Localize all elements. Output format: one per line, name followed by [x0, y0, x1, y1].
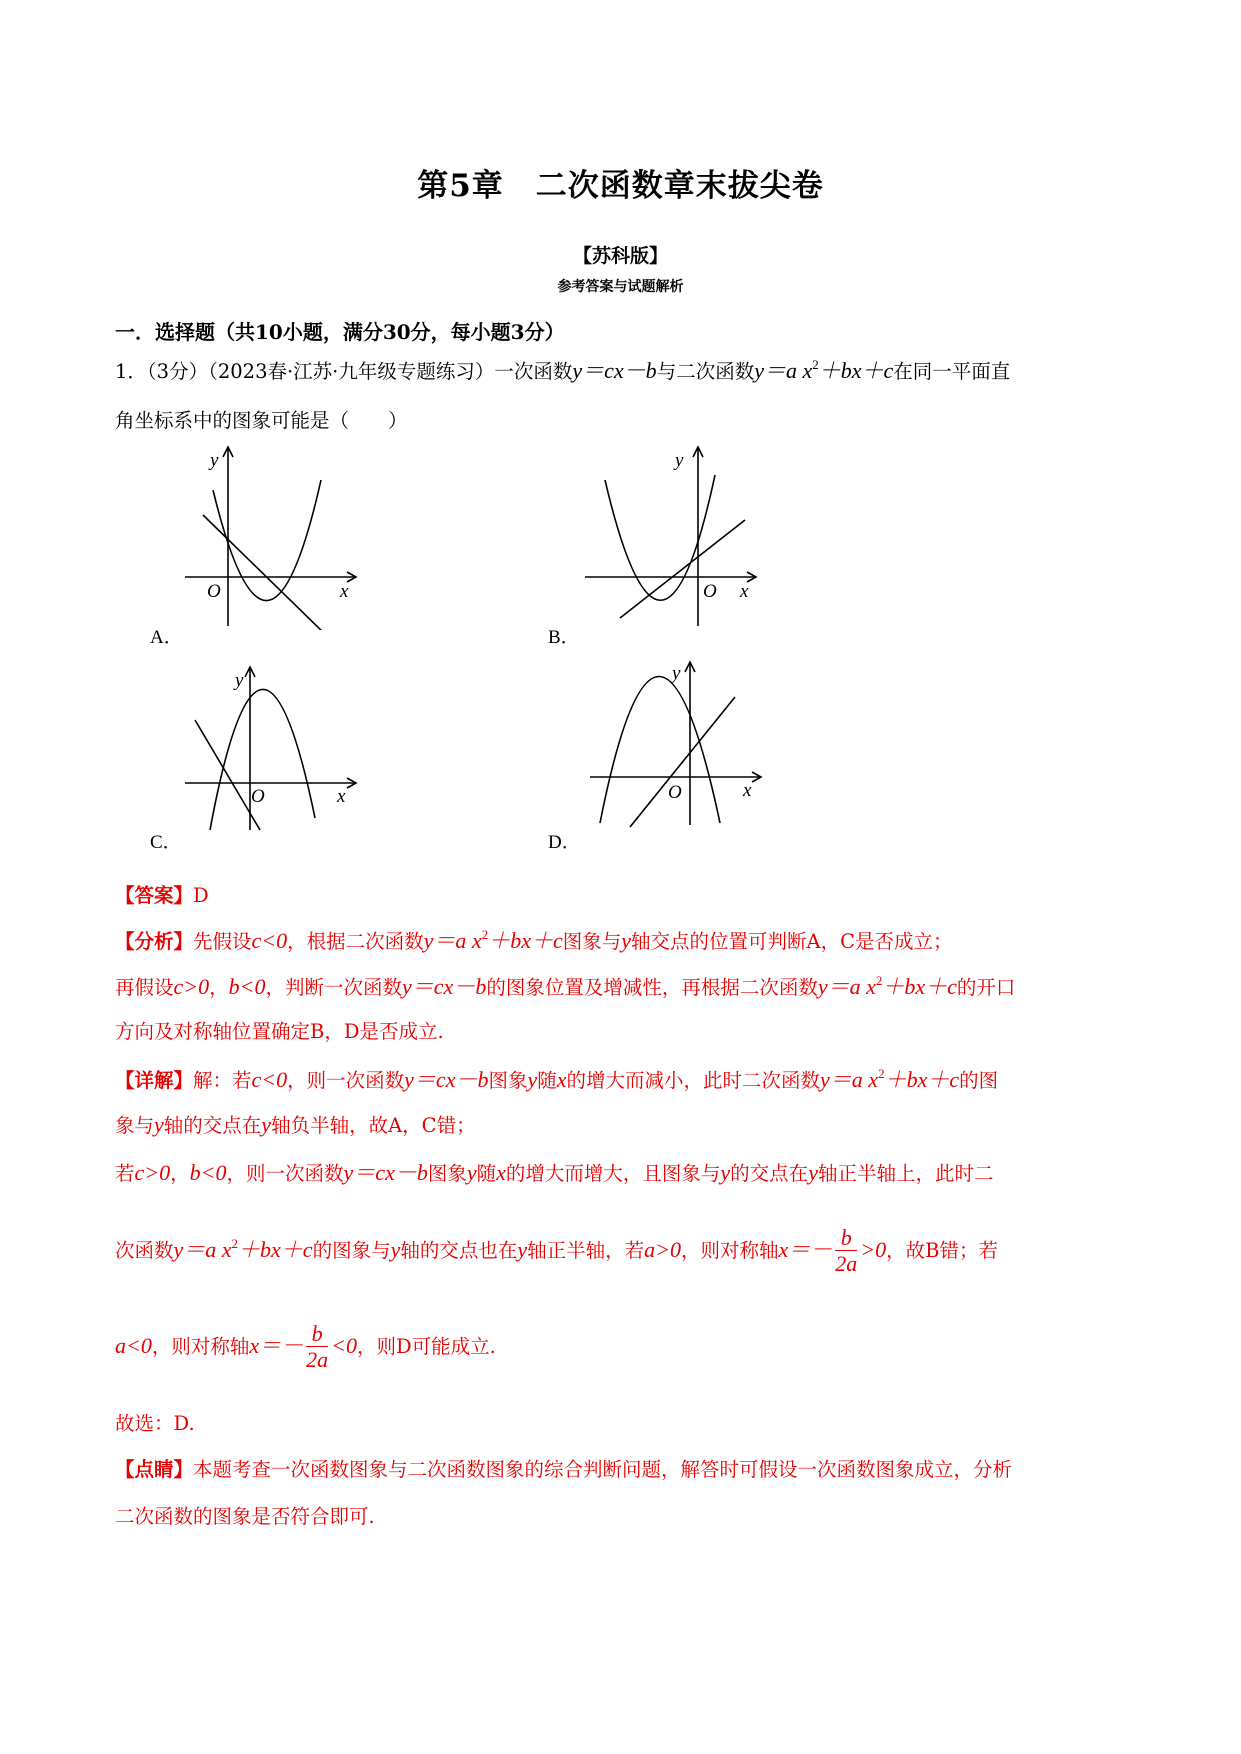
axis-x-label: x	[337, 786, 346, 807]
conclusion-line: 故选：D.	[115, 1412, 195, 1435]
answer-subtitle: 参考答案与试题解析	[557, 279, 684, 295]
axis-y-label: y	[235, 670, 244, 691]
page-title: 第5章 二次函数章末拔尖卷	[417, 168, 824, 204]
axis-y-label: y	[675, 450, 684, 471]
axis-x-label: x	[340, 581, 349, 602]
axis-x-label: x	[740, 581, 749, 602]
origin-label: O	[251, 786, 265, 807]
option-b[interactable]: B．	[548, 627, 580, 648]
edition-label: 【苏科版】	[572, 245, 668, 267]
option-a[interactable]: A．	[150, 627, 183, 648]
axis-x-label: x	[743, 780, 752, 801]
detail-line-2: 象与y轴的交点在y轴负半轴，故A，C错；	[115, 1112, 476, 1137]
question-line-1: 1．（3分）（2023春·江苏·九年级专题练习）一次函数y＝cx－b与二次函数y＝a $x^2+bx+c$在同一平面直	[115, 357, 1011, 383]
detail-line-3: 若c>0，b<0，则一次函数y＝cx－b图象y随x的增大而增大，且图象与y的交点在y轴正半轴上，此时二	[115, 1160, 994, 1185]
option-c[interactable]: C．	[150, 832, 182, 853]
fraction: $\frac{b}{2a}$	[835, 1225, 858, 1276]
analysis-line-1: 【分析】先假设c<0，根据二次函数y＝a $x^2+bx+c$图象与y轴交点的位置可判断A，C是否成立；	[115, 927, 953, 953]
detail-line-5: a<0，则对称轴x＝－ $\frac{b}{2a}$ <0，则D可能成立.	[115, 1321, 496, 1372]
detail-line-1: 【详解】解：若c<0，则一次函数y＝cx－b图象y随x的增大而减小，此时二次函数y＝a $x^2+bx+c$的图	[115, 1066, 999, 1092]
quadratic-expr: y＝a $x^2+bx+c$	[754, 357, 894, 383]
analysis-line-3: 方向及对称轴位置确定B，D是否成立.	[115, 1020, 444, 1043]
analysis-line-2: 再假设c>0，b<0，判断一次函数y＝cx－b的图象位置及增减性，再根据二次函数y＝a $x^2+bx+c$的开口	[115, 973, 1016, 999]
axis-y-label: y	[210, 450, 219, 471]
comment-line-1: 【点睛】本题考查一次函数图象与二次函数图象的综合判断问题，解答时可假设一次函数图象成立，分析	[115, 1458, 1013, 1481]
section-heading: 一．选择题（共10小题，满分30分，每小题3分）	[115, 320, 565, 344]
question-line-2: 角坐标系中的图象可能是（ ）	[115, 409, 408, 432]
origin-label: O	[703, 581, 717, 602]
origin-label: O	[668, 782, 682, 803]
comment-line-2: 二次函数的图象是否符合即可.	[115, 1505, 375, 1528]
graph-d	[580, 655, 770, 835]
fraction: $\frac{b}{2a}$	[306, 1321, 329, 1372]
graph-a	[175, 440, 365, 630]
answer-line: 【答案】D	[115, 884, 209, 907]
origin-label: O	[207, 581, 221, 602]
detail-line-4: 次函数y＝a $x^2+bx+c$的图象与y轴的交点也在y轴正半轴，若a>0，则对称轴x＝－ $\frac{b}{2a}$ >0，故B错；若	[115, 1225, 998, 1276]
axis-y-label: y	[672, 663, 681, 684]
graph-c	[175, 660, 365, 840]
graph-b	[575, 440, 765, 630]
option-d[interactable]: D．	[548, 832, 581, 853]
